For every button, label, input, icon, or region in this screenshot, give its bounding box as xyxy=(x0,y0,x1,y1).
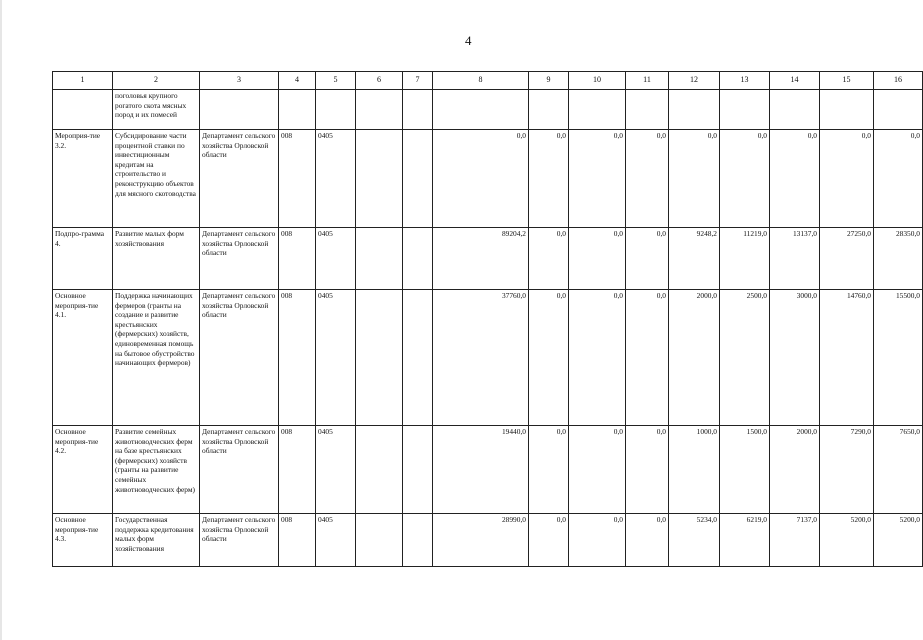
value-cell: 28990,0 xyxy=(433,514,529,567)
activity-code-cell: Основное мероприя-тие 4.3. xyxy=(53,514,113,567)
header-cell-9: 9 xyxy=(529,72,569,90)
value-cell: 0,0 xyxy=(569,228,626,290)
table-header-row xyxy=(53,72,923,90)
value-cell: 14760,0 xyxy=(820,290,874,426)
value-cell: 0,0 xyxy=(569,290,626,426)
value-cell: 0,0 xyxy=(529,426,569,514)
value-cell: 0,0 xyxy=(569,514,626,567)
value-cell: 11219,0 xyxy=(720,228,770,290)
ministry-code-cell: 008 xyxy=(279,514,316,567)
value-cell: 5234,0 xyxy=(669,514,720,567)
value-cell: 28350,0 xyxy=(874,228,923,290)
activity-code-cell xyxy=(53,90,113,130)
table-row xyxy=(53,90,923,130)
value-cell: 0,0 xyxy=(626,290,669,426)
activity-code-cell: Мероприя-тие 3.2. xyxy=(53,130,113,228)
value-cell: 5200,0 xyxy=(874,514,923,567)
activity-name-cell: Поддержка начинающих фермеров (гранты на создание и развитие крестьянских (фермерских) хозяйств, единовременная помощь на бытовое обустройство начинающих фермеров) xyxy=(113,290,200,426)
expense-type-cell xyxy=(403,514,433,567)
value-cell: 9248,2 xyxy=(669,228,720,290)
value-cell: 0,0 xyxy=(569,426,626,514)
header-cell-6: 6 xyxy=(356,72,403,90)
activity-name-cell: Субсидирование части процентной ставки по инвестиционным кредитам на строительство и реконструкцию объектов для мясного скотоводства xyxy=(113,130,200,228)
value-cell: 0,0 xyxy=(820,130,874,228)
header-cell-5: 5 xyxy=(316,72,356,90)
section-code-cell: 0405 xyxy=(316,514,356,567)
value-cell: 0,0 xyxy=(529,228,569,290)
section-code-cell: 0405 xyxy=(316,130,356,228)
expense-type-cell xyxy=(403,290,433,426)
section-code-cell: 0405 xyxy=(316,228,356,290)
value-cell: 0,0 xyxy=(874,130,923,228)
value-cell: 2500,0 xyxy=(720,290,770,426)
target-article-cell xyxy=(356,290,403,426)
target-article-cell xyxy=(356,514,403,567)
value-cell xyxy=(820,90,874,130)
header-cell-3: 3 xyxy=(200,72,279,90)
executor-cell: Департамент сельского хозяйства Орловской области xyxy=(200,426,279,514)
table-row xyxy=(53,228,923,290)
header-cell-2: 2 xyxy=(113,72,200,90)
page-left-edge xyxy=(0,0,2,640)
ministry-code-cell: 008 xyxy=(279,228,316,290)
header-cell-13: 13 xyxy=(720,72,770,90)
value-cell: 0,0 xyxy=(626,426,669,514)
value-cell xyxy=(529,90,569,130)
target-article-cell xyxy=(356,228,403,290)
value-cell: 0,0 xyxy=(529,290,569,426)
section-code-cell: 0405 xyxy=(316,290,356,426)
budget-table xyxy=(52,71,923,567)
activity-code-cell: Основное мероприя-тие 4.1. xyxy=(53,290,113,426)
target-article-cell xyxy=(356,426,403,514)
header-cell-4: 4 xyxy=(279,72,316,90)
value-cell: 13137,0 xyxy=(770,228,820,290)
section-code-cell xyxy=(316,90,356,130)
executor-cell: Департамент сельского хозяйства Орловской области xyxy=(200,290,279,426)
expense-type-cell xyxy=(403,90,433,130)
header-cell-16: 16 xyxy=(874,72,923,90)
value-cell: 0,0 xyxy=(433,130,529,228)
expense-type-cell xyxy=(403,130,433,228)
value-cell xyxy=(626,90,669,130)
value-cell xyxy=(569,90,626,130)
value-cell: 0,0 xyxy=(626,514,669,567)
table-row xyxy=(53,290,923,426)
executor-cell: Департамент сельского хозяйства Орловской области xyxy=(200,514,279,567)
value-cell: 3000,0 xyxy=(770,290,820,426)
ministry-code-cell: 008 xyxy=(279,426,316,514)
value-cell: 7650,0 xyxy=(874,426,923,514)
value-cell: 1500,0 xyxy=(720,426,770,514)
value-cell xyxy=(770,90,820,130)
header-cell-12: 12 xyxy=(669,72,720,90)
executor-cell: Департамент сельского хозяйства Орловской области xyxy=(200,228,279,290)
ministry-code-cell: 008 xyxy=(279,130,316,228)
activity-code-cell: Основное мероприя-тие 4.2. xyxy=(53,426,113,514)
value-cell: 7290,0 xyxy=(820,426,874,514)
expense-type-cell xyxy=(403,426,433,514)
header-cell-7: 7 xyxy=(403,72,433,90)
activity-name-cell: поголовья крупного рогатого скота мясных пород и их помесей xyxy=(113,90,200,130)
activity-name-cell: Развитие малых форм хозяйствования xyxy=(113,228,200,290)
value-cell xyxy=(720,90,770,130)
value-cell: 0,0 xyxy=(626,228,669,290)
header-cell-11: 11 xyxy=(626,72,669,90)
table-row xyxy=(53,426,923,514)
activity-code-cell: Подпро-грамма 4. xyxy=(53,228,113,290)
value-cell: 19440,0 xyxy=(433,426,529,514)
value-cell: 2000,0 xyxy=(770,426,820,514)
value-cell: 7137,0 xyxy=(770,514,820,567)
value-cell: 0,0 xyxy=(529,514,569,567)
executor-cell xyxy=(200,90,279,130)
ministry-code-cell: 008 xyxy=(279,290,316,426)
expense-type-cell xyxy=(403,228,433,290)
value-cell xyxy=(874,90,923,130)
header-cell-10: 10 xyxy=(569,72,626,90)
value-cell: 0,0 xyxy=(626,130,669,228)
header-cell-15: 15 xyxy=(820,72,874,90)
header-cell-14: 14 xyxy=(770,72,820,90)
value-cell: 2000,0 xyxy=(669,290,720,426)
table-body xyxy=(53,72,923,567)
activity-name-cell: Государственная поддержка кредитования малых форм хозяйствования xyxy=(113,514,200,567)
table-row xyxy=(53,130,923,228)
value-cell: 0,0 xyxy=(529,130,569,228)
header-cell-1: 1 xyxy=(53,72,113,90)
value-cell: 0,0 xyxy=(669,130,720,228)
ministry-code-cell xyxy=(279,90,316,130)
header-cell-8: 8 xyxy=(433,72,529,90)
value-cell: 1000,0 xyxy=(669,426,720,514)
activity-name-cell: Развитие семейных животноводческих ферм на базе крестьянских (фермерских) хозяйств (гранты на развитие семейных животноводческих ферм) xyxy=(113,426,200,514)
target-article-cell xyxy=(356,90,403,130)
value-cell: 5200,0 xyxy=(820,514,874,567)
section-code-cell: 0405 xyxy=(316,426,356,514)
value-cell: 27250,0 xyxy=(820,228,874,290)
value-cell: 6219,0 xyxy=(720,514,770,567)
value-cell: 0,0 xyxy=(770,130,820,228)
value-cell: 37760,0 xyxy=(433,290,529,426)
target-article-cell xyxy=(356,130,403,228)
value-cell xyxy=(433,90,529,130)
value-cell xyxy=(669,90,720,130)
executor-cell: Департамент сельского хозяйства Орловской области xyxy=(200,130,279,228)
page-number: 4 xyxy=(465,33,472,48)
value-cell: 0,0 xyxy=(720,130,770,228)
value-cell: 89204,2 xyxy=(433,228,529,290)
value-cell: 0,0 xyxy=(569,130,626,228)
table-row xyxy=(53,514,923,567)
value-cell: 15500,0 xyxy=(874,290,923,426)
